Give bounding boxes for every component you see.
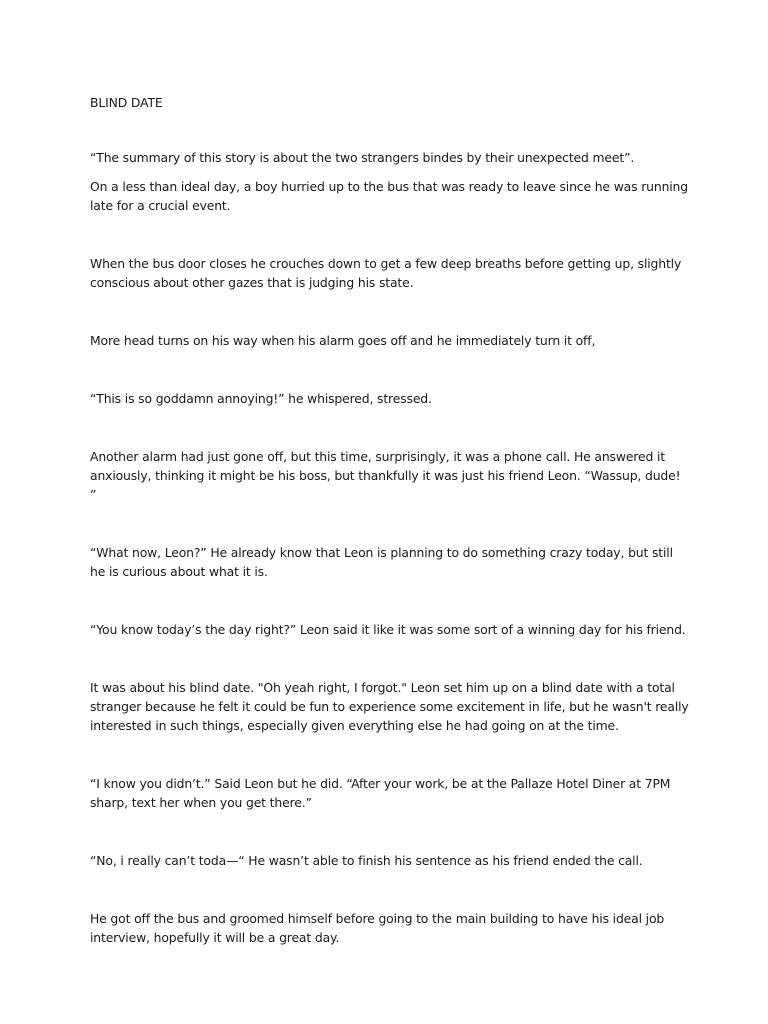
story-paragraph: “No, i really can’t toda—“ He wasn’t able to finish his sentence as his friend ended the call. [90,853,643,868]
story-paragraph: It was about his blind date. "Oh yeah right, I forgot." Leon set him up on a blind date with a total stranger because he felt it could be fun to experience some excitement in life, but he wasn't really interested in such things, especially given everything else he had going on at the time. [90,680,689,733]
story-paragraph: He got off the bus and groomed himself before going to the main building to have his ideal job interview, hopefully it will be a great day. [90,911,665,945]
document-title: BLIND DATE [90,95,163,110]
story-paragraph: Another alarm had just gone off, but this time, surprisingly, it was a phone call. He answered it anxiously, thinking it might be his boss, but thankfully it was just his friend Leon. “Wassup, dude! ” [90,449,681,502]
story-paragraph: “I know you didn’t.” Said Leon but he did. “After your work, be at the Pallaze Hotel Diner at 7PM sharp, text her when you get there.” [90,776,671,810]
story-paragraph: “You know today’s the day right?” Leon said it like it was some sort of a winning day for his friend. [90,622,686,637]
document-body [90,93,690,947]
story-paragraph: “This is so goddamn annoying!” he whispered, stressed. [90,391,432,406]
story-paragraph: On a less than ideal day, a boy hurried up to the bus that was ready to leave since he was running late for a crucial event. [90,179,688,213]
story-paragraph: More head turns on his way when his alarm goes off and he immediately turn it off, [90,333,596,348]
story-paragraph: “What now, Leon?” He already know that Leon is planning to do something crazy today, but still he is curious about what it is. [90,545,673,579]
story-paragraph-summary: “The summary of this story is about the two strangers bindes by their unexpected meet”. [90,150,635,165]
story-paragraph: When the bus door closes he crouches down to get a few deep breaths before getting up, slightly conscious about other gazes that is judging his state. [90,256,682,290]
